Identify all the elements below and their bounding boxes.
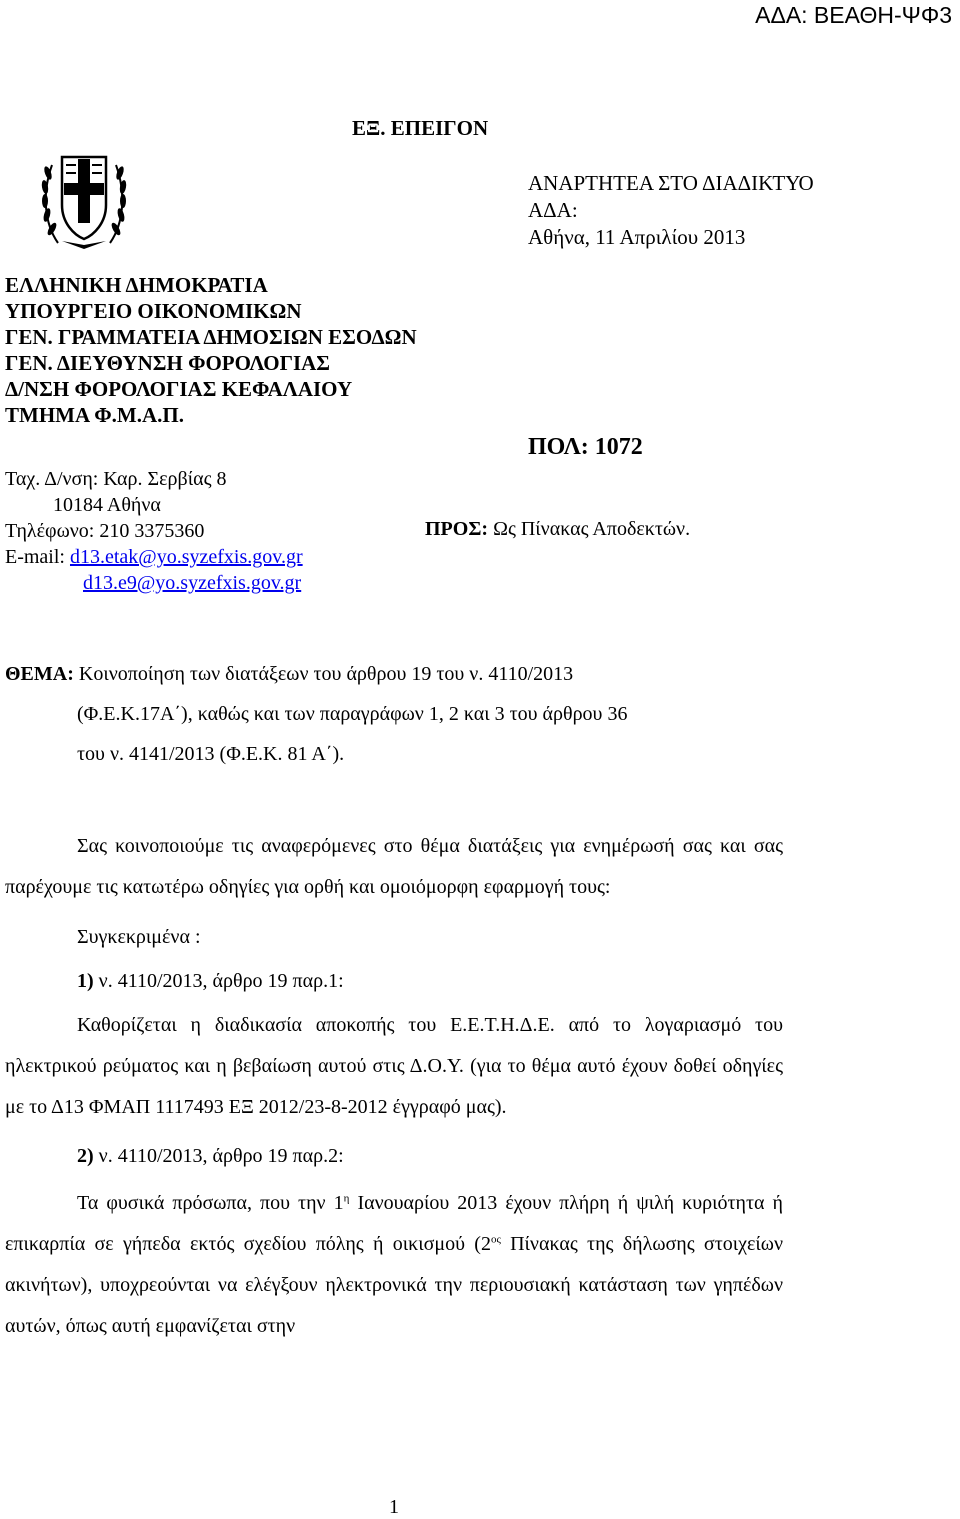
- subject-line-2: (Φ.Ε.Κ.17Α΄), καθώς και των παραγράφων 1, 2 και 3 του άρθρου 36: [77, 703, 628, 725]
- recipients: [425, 518, 690, 541]
- posting-note: ΑΝΑΡΤΗΤΕΑ ΣΤΟ ΔΙΑΔΙΚΤΥΟ: [528, 171, 814, 195]
- email-link-2[interactable]: d13.e9@yo.syzefxis.gov.gr: [83, 572, 302, 594]
- page-number: 1: [389, 1496, 399, 1518]
- authority-line: ΓΕΝ. ΓΡΑΜΜΑΤΕΙΑ ΔΗΜΟΣΙΩΝ ΕΣΟΔΩΝ: [5, 325, 417, 349]
- email-link-1[interactable]: d13.etak@yo.syzefxis.gov.gr: [69, 546, 303, 568]
- item-2-text: Τα φυσικά πρόσωπα, που την $1^\eta$ Ιανουαρίου 2013 έχουν πλήρη ή ψιλή κυριότητα ή επικαρπία σε γήπεδα εκτός σχεδίου πόλης ή οικισμού ($2^{o\varsigma}$ Πίνακας της δήλωσης στοιχείων ακινήτων), υποχρεούνται να ελέγξουν ηλεκτρονικά την περιουσιακή κατάσταση των γηπέδων αυτών, όπως αυτή εμφανίζεται στην: [5, 1192, 783, 1337]
- authority-line: ΕΛΛΗΝΙΚΗ ΔΗΜΟΚΡΑΤΙΑ: [5, 273, 268, 297]
- authority-line: ΥΠΟΥΡΓΕΙΟ ΟΙΚΟΝΟΜΙΚΩΝ: [5, 299, 302, 323]
- subject-line-3: του ν. 4141/2013 (Φ.Ε.Κ. 81 Α΄).: [77, 743, 345, 765]
- document-date: Αθήνα, 11 Απριλίου 2013: [528, 225, 746, 249]
- contact-address: [5, 466, 303, 596]
- recipients-label: ΠΡΟΣ:: [425, 518, 489, 540]
- subject: [5, 654, 627, 774]
- subject-line-1: ΘΕΜΑ: Κοινοποίηση των διατάξεων του άρθρου 19 του ν. 4110/2013: [5, 663, 574, 685]
- pol-number: ΠΟΛ: 1072: [528, 434, 643, 460]
- recipients-value: Ως Πίνακας Αποδεκτών.: [488, 518, 691, 540]
- item-1-text: Καθορίζεται η διαδικασία αποκοπής του Ε.Ε.Τ.Η.Δ.Ε. από το λογαριασμό του ηλεκτρικού ρεύματος και η βεβαίωση αυτού στις Δ.Ο.Υ. (για το θέμα αυτό έχουν δοθεί οδηγίες με το Δ13 ΦΜΑΠ 1117493 ΕΞ 2012/23-8-2012 έγγραφό μας).: [5, 1014, 783, 1118]
- authority-line: ΤΜΗΜΑ Φ.Μ.Α.Π.: [5, 403, 184, 427]
- ada-header: ΑΔΑ: ΒΕΑΘΗ-ΨΦ3: [755, 2, 952, 28]
- issuing-authority: [5, 272, 417, 428]
- subject-label: ΘΕΜΑ:: [5, 663, 74, 685]
- city: 10184 Αθήνα: [53, 494, 161, 516]
- greek-coat-of-arms-icon: [38, 143, 130, 253]
- email-row-2: [5, 570, 303, 596]
- authority-line: Δ/ΝΣΗ ΦΟΡΟΛΟΓΙΑΣ ΚΕΦΑΛΑΙΟΥ: [5, 377, 353, 401]
- email-row: [5, 544, 303, 570]
- specifically-label: Συγκεκριμένα :: [77, 926, 201, 948]
- ada-field: ΑΔΑ:: [528, 198, 578, 222]
- phone: Τηλέφωνο: 210 3375360: [5, 520, 205, 542]
- postal-address: Ταχ. Δ/νση: Καρ. Σερβίας 8: [5, 468, 227, 490]
- urgency-label: ΕΞ. ΕΠΕΙΓΟΝ: [352, 116, 489, 140]
- document-body: [5, 826, 783, 1347]
- item-1-heading: 1) ν. 4110/2013, άρθρο 19 παρ.1:: [77, 970, 344, 992]
- right-header: [528, 170, 814, 251]
- email-label: E-mail:: [5, 546, 70, 568]
- item-2-heading: 2) ν. 4110/2013, άρθρο 19 παρ.2:: [77, 1145, 344, 1167]
- authority-line: ΓΕΝ. ΔΙΕΥΘΥΝΣΗ ΦΟΡΟΛΟΓΙΑΣ: [5, 351, 331, 375]
- intro-paragraph: Σας κοινοποιούμε τις αναφερόμενες στο θέμα διατάξεις για ενημέρωσή σας και σας παρέχουμε τις κατωτέρω οδηγίες για ορθή και ομοιόμορφη εφαρμογή τους:: [5, 835, 783, 898]
